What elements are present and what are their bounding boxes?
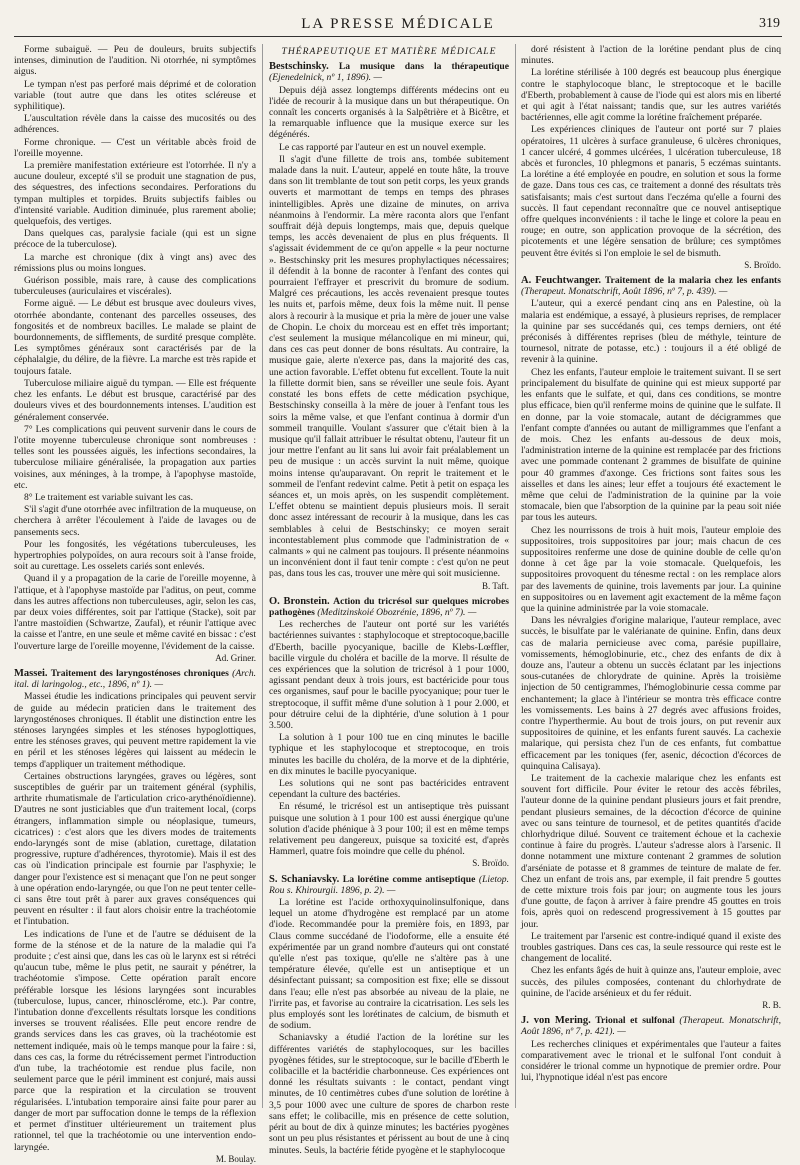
article-heading (269, 61, 509, 83)
paragraph: 7° Les complications qui peuvent survenir dans le cours de l'otite moyenne tuberculeuse chronique sont nombreuses : telles sont les poussées aiguës, les infections secondaires, la tuberculose miliaire généralisée, la propagation aux parties voisines, aux méninges, à la trompe, à l'apophyse mastoïde, etc. (14, 423, 256, 491)
paragraph: Schaniavsky a étudié l'action de la lorétine sur les différentes variétés de staphylocoques, sur les bacilles pyogènes fétides, sur le streptocoque, sur le bacille d'Eberth le colibacille et la bactéridie charbonneuse. Ces expériences ont donné les résultats suivants : le contact, pendant vingt minutes, de 10 centimètres cubes d'une solution de lorétine à 3,5 pour 1000 avec une culture de spores de charbon reste sans effet; le colibacille, mis en présence de cette solution, périt au bout de dix à quinze minutes; les bactéries pyogènes sont un peu plus résistantes et périssent au bout de une à cinq minutes. Seuls, la bactérie fétide pyogène et le staphylocoque (269, 1032, 509, 1156)
article-heading (269, 596, 509, 618)
article-title: Traitement des laryngosténoses chroniques (50, 667, 229, 679)
article-source: (Arch. ital. di laringolog., etc., 1896, nº 1). — (14, 667, 257, 691)
article-title: Trional et sulfonal (595, 1015, 675, 1027)
page-number: 319 (759, 16, 780, 31)
paragraph: Forme subaiguë. — Peu de douleurs, bruits subjectifs intenses, diminution de l'audition. Ni otorrhée, ni symptômes aigus. (14, 44, 256, 78)
article-source: (Meditzinskoié Obozrénie, 1896, nº 7). — (317, 606, 477, 618)
article-author: J. von Mering. (521, 1015, 591, 1027)
paragraph: La première manifestation extérieure est l'otorrhée. Il n'y a aucune douleur, excepté s'il se produit une stagnation de pus, des séquestres, des infections secondaires. Perforations du tympan multiples et torpides. Bruits subjectifs faibles ou d'intensité variable. Audition diminuée, plus rarement abolie; quelquefois, des vertiges. (14, 160, 256, 228)
paragraph: L'auscultation révèle dans la caisse des mucosités ou des adhérences. (14, 113, 256, 136)
paragraph: Le traitement de la cachexie malarique chez les enfants est souvent fort difficile. Pour éviter le retour des accès fébriles, l'auteur donne de la quinine pendant plusieurs jours et fait prendre, pendant plusieurs semaines, de la décoction d'écorce de quinine avec ou sans teinture de tournesol, et de petites quantités d'acide chlorhydrique dilué. Souvent ce traitement échoue et la cachexie continue à faire du progrès. L'auteur s'adresse alors à l'arsenic. Il donne notamment une mixture contenant 2 grammes de solution d'arséniate de potasse et 8 grammes de teinture de malate de fer. Chez un enfant de trois ans, par exemple, il fait prendre 5 gouttes de cette mixture trois fois par jour; on augmente tous les jours d'une goutte, de façon à arriver à faire prendre 45 gouttes en trois fois, après quoi on redescend progressivement à 15 gouttes par jour. (521, 773, 781, 930)
paragraph: Depuis déjà assez longtemps différents médecins ont eu l'idée de recourir à la musique dans un but thérapeutique. On connaît les concerts organisés à la Salpêtrière et à Bicêtre, et la remarquable influence que la musique exerce sur les dégénérés. (269, 84, 509, 141)
paragraph: La lorétine stérilisée à 100 degrés est beaucoup plus énergique contre le staphylocoque blanc, le streptocoque et le bacille d'Eberth, probablement à cause de l'iode qui est alors mis en liberté et qui agit à l'état naissant; tandis que, sur les autres variétés bactériennes, elle agit comme la lorétine fraîchement préparée. (521, 67, 781, 124)
paragraph: Chez les enfants âgés de huit à quinze ans, l'auteur emploie, avec succès, des pilules composées, contenant du chlorhydrate de quinine, de l'acide arsénieux et du fer réduit. (521, 965, 781, 999)
article-source: (Therapeut. Monatschrift, Août 1896, nº 7, p. 439). — (521, 286, 728, 298)
paragraph: Les recherches cliniques et expérimentales que l'auteur a faites comparativement avec le trional et le sulfonal l'ont conduit à considérer le trional comme un hypnotique de premier ordre. Pour lui, l'hypnotique idéal n'est pas encore (521, 1038, 781, 1084)
article-title: Traitement de la malaria chez les enfants (604, 275, 781, 287)
paragraph: S'il s'agit d'une otorrhée avec infiltration de la muqueuse, on cherchera à arrêter l'écoulement à l'aide de lavages ou de pansements secs. (14, 504, 256, 538)
article-source: (Ejenedelnick, nº 1, 1896). — (269, 72, 383, 84)
column-divider (262, 44, 263, 1108)
author-signature: R. B. (762, 1000, 781, 1011)
article-heading (521, 275, 781, 297)
paragraph: L'auteur, qui a exercé pendant cinq ans en Palestine, où la malaria est endémique, a essayé, à plusieurs reprises, de remplacer la quinine par ses succédanés qui, ces temps derniers, ont été préconisés à différentes reprises (bleu de méthyle, teinture de tournesol, nitrate de potasse, etc.) : toujours il a été obligé de revenir à la quinine. (521, 298, 781, 366)
article-heading (14, 668, 256, 690)
author-signature: S. Broïdo. (744, 259, 781, 270)
article-title: La lorétine comme antiseptique (342, 873, 476, 885)
paragraph: Le traitement par l'arsenic est contre-indiqué quand il existe des troubles gastriques. Dans ces cas, la seule ressource qui reste est le changement de localité. (521, 930, 781, 965)
paragraph: 8° Le traitement est variable suivant les cas. (24, 491, 194, 503)
author-signature: S. Broïdo. (472, 858, 509, 869)
article-source: (Therapeut. Monatschrift, Août 1896, nº 7, p. 421). — (521, 1015, 781, 1038)
author-signature: M. Boulay. (215, 1153, 256, 1164)
article-author: Bestschinsky. (269, 61, 329, 73)
article-author: Massei. (14, 667, 48, 679)
paragraph: Il s'agit d'une fillette de trois ans, tombée subitement malade dans la nuit. L'auteur, appelé en toute hâte, la trouve dans son lit tremblante de tout son petit corps, les yeux grands ouverts et marmottant de temps en temps des phrases inintelligibles. Après une dizaine de minutes, on arriva néanmoins à l'endormir. La mère raconta alors que l'enfant souffrait déjà depuis longtemps, mais que, depuis quelque temps, les accès devenaient de plus en plus fréquents. Il s'agissait évidemment de ce qu'on appelle « la peur nocturne ». Bestschinsky prit les mesures prophylactiques nécessaires; il défendit à la bonne de raconter à l'enfant des contes qui pourraient l'effrayer et prescrivit du bromure de sodium. Malgré ces précautions, les accès revenaient presque toutes les nuits et, parfois même, deux fois la même nuit. Il pense alors à recourir à la musique et pria la mère de jouer une valse de Chopin. Le choix du morceau est en effet très important; c'est seulement la musique mélancolique en mi mineur, qui, dans ces cas peut donner de bons résultats. Au contraire, la musique gaie, alerte n'exerce pas, dans la majorité des cas, une action favorable. L'effet obtenu fut excellent. Toute la nuit la fillette dormit bien, sans se réveiller une seule fois. Ayant constaté les bons effets de cette médication psychique, Bestschinsky conseilla à la mère de jouer à l'enfant tous les soirs la même valse, et que l'enfant continua à dormir d'un sommeil tranquille. Voulant s'assurer que c'était bien à la musique qu'il fallait attribuer le résultat obtenu, l'auteur fit un jour mettre l'enfant au lit sans lui avoir fait préalablement un peu de musique : un accès survint la nuit même, quoique moins intense qu'auparavant. On reprit le traitement et le sommeil de l'enfant redevint calme. Petit à petit on espaça les séances et, un mois après, on les suspendit complètement. L'effet obtenu se maintient depuis plusieurs mois. Il serait donc assez intéressant de recourir à la musique, dans les cas semblables à celui de Bestschinsky; ce moyen serait incontestablement plus commode que l'administration de « calmants » qui ne calment pas toujours. Il présente néanmoins un inconvénient dont il faut tenir compte : c'est qu'on ne peut pas, dans tous les cas, trouver une mère qui soit musicienne. (269, 153, 509, 580)
paragraph: En résumé, le tricrésol est un antiseptique très puissant puisque une solution à 1 pour 100 est aussi énergique qu'une solution d'acide phénique à 3 pour 100; il est en même temps relativement peu dangereux, puisque sa toxicité est, d'après Hammerl, quatre fois moindre que celle du phénol. (269, 801, 509, 858)
paragraph: Forme chronique. — C'est un véritable abcès froid de l'oreille moyenne. (14, 136, 256, 159)
article-author: O. Bronstein. (269, 595, 330, 607)
paragraph: Dans quelques cas, paralysie faciale (qui est un signe précoce de la tuberculose). (14, 228, 256, 251)
article-author: A. Feuchtwanger. (521, 275, 602, 287)
paragraph: Les solutions qui ne sont pas bactéricides entravent cependant la culture des bactéries. (269, 778, 509, 801)
paragraph: Les recherches de l'auteur ont porté sur les variétés bactériennes suivantes : staphylocoque et streptocoque,bacille d'Eberth, bacille pyocyanique, bacille de Klebs-Lœffler, bacille virgule du choléra et bacille de la morve. Il résulte de ces expériences que la solution de tricrésol à 1 pour 1000, agissant pendant deux à trois jours, est bactéricide pour tous ces organismes, sauf pour le bacille pyocyanique; pour tuer le streptocoque, il suffit même d'une solution à 1 pour 2.000, et pour détruire celui de la diphtérie, d'une solution à 1 pour 3.500. (269, 619, 509, 731)
paragraph: doré résistent à l'action de la lorétine pendant plus de cinq minutes. (521, 44, 781, 67)
paragraph: Quand il y a propagation de la carie de l'oreille moyenne, à l'attique, et à l'apophyse mastoïde par l'aditus, on peut, comme dans les autres affections non tuberculeuses, agir, selon les cas, par deux voies différentes, soit par l'attique (Stacke), soit par l'antre mastoïdien (Schwartze, Zaufal), et réunir l'attique avec la caisse et l'antre, en une seule et même cavité en bissac : c'est l'ouverture large de l'oreille moyenne, l'évidement de la caisse. (14, 573, 256, 652)
paragraph: Forme aiguë. — Le début est brusque avec douleurs vives, otorrhée abondante, contenant des parcelles osseuses, des fongosités et de nombreux bacilles. Le malade se plaint de bourdonnements, de sifflements, de surdité presque complète. Les symptômes généraux sont caractérisés par de la céphalalgie, du délire, de la fièvre. La marche est très rapide et toujours fatale. (14, 298, 256, 377)
paragraph: Le tympan n'est pas perforé mais déprimé et de coloration variable (tout autre que dans les otites scléreuse et syphilitique). (14, 78, 256, 113)
article-source: (Lietop. Rou s. Khirourgii. 1896, p. 2). — (269, 873, 509, 896)
paragraph: Les indications de l'une et de l'autre se déduisent de la forme de la sténose et de la nature de la maladie qui l'a produite ; c'est ainsi que, dans les cas où le larynx est si rétréci qu'aucun tube, même le plus petit, ne saurait y pénétrer, la trachéotomie s'impose. Cette opération paraît encore préférable lorsque les lésions laryngées sont incurables (tuberculose, lupus, cancer, rhinosclérome, etc.). Par contre, l'intubation donne d'excellents résultats lorsque les conditions inverses se trouvent réalisées. Elle peut encore rendre de grands services dans les cas graves, où la trachéotomie est nettement indiquée, mais où le temps manque pour la faire : si, dans ces cas, la forme du rétrécissement permet l'introduction d'un tube, la trachéotomie est rendue plus facile, non seulement parce que le péril imminent est conjuré, mais aussi parce que la respiration et la circulation se trouvent régularisées. L'intubation temporaire ainsi faite pour parer au danger de mort par suffocation donne le temps de la réflexion et permet d'instituer ultérieurement un traitement plus rationnel, tel que la trachéotomie ou une intervention endo-laryngée. (14, 928, 256, 1153)
article-title: Action du tricrésol sur quelques microbes pathogènes (269, 595, 510, 618)
column-divider (515, 44, 516, 1108)
article-title: La musique dans la thérapeutique (338, 61, 510, 73)
journal-title: LA PRESSE MÉDICALE (301, 16, 495, 32)
paragraph: Guérison possible, mais rare, à cause des complications tuberculeuses (auriculaires et viscérales). (14, 275, 256, 298)
paragraph: Dans les névralgies d'origine malarique, l'auteur remplace, avec succès, le bisulfate par le valérianate de quinine. Enfin, dans deux cas de malaria pernicieuse avec coma, parésie pupillaire, vomissements, hémoglobinurie, etc., chez des enfants de dix à douze ans, l'auteur a obtenu un succès éclatant par les injections sous-cutanées de chlorydrate de quinine. Après la troisième injection de 50 centigrammes, l'hémoglobinurie cessa comme par enchantement; la glace à l'intérieur se montra très efficace contre les vomissements. Les bains à 27 degrés avec affusions froides, contre l'hyperthermie. Au bout de trois jours, on put revenir aux suppositoires de quinine, et les enfants furent sauvés. La cachexie malarique, qui persista chez l'un de ces enfants, fut combattue efficacement par les toniques (fer, asenic, décoction d'écorces de quinquina Calisaya). (521, 615, 781, 772)
paragraph: Certaines obstructions laryngées, graves ou légères, sont susceptibles de guérir par un traitement général (syphilis, arthrite rhumatismale de l'articulation crico-arythénoïdienne). D'autres ne sont justiciables que d'un traitement local, (corps étrangers, inflammation simple ou néoplasique, tumeurs, cicatrices) : c'est alors que les divers modes de traitements endo-laryngés sont de mise (ablation, curettage, dilatation progressive, rupture d'adhérences, thyrotomie). Mais il est des cas où l'indication principale est fournie par l'asphyxie; le danger pour l'existence est si menaçant que l'on ne peut songer à une opération endo-laryngée, ou que l'on ne peut tenter celle-ci sans être tout prêt à parer aux graves conséquences qui peuvent en résulter : il faut alors choisir entre la trachéotomie et l'intubation. (14, 770, 256, 928)
author-signature: Ad. Griner. (215, 652, 256, 663)
article-heading (521, 1015, 781, 1037)
article-heading (269, 874, 509, 896)
article-author: S. Schaniavsky. (269, 873, 340, 885)
paragraph: Pour les fongosités, les végétations tuberculeuses, les hypertrophies polypoïdes, on aura recours soit à l'anse froide, soit au curettage. Les osselets cariés sont enlevés. (14, 538, 256, 573)
page-header (14, 10, 782, 37)
section-title: THÉRAPEUTIQUE ET MATIÈRE MÉDICALE (281, 46, 497, 57)
column-right (521, 44, 781, 1112)
paragraph: Chez les enfants, l'auteur emploie le traitement suivant. Il se sert principalement du bisulfate de quinine qui est mieux supporté par les enfants que le sulfate, et qui, dans ces conditions, se montre plus efficace, bien qu'il renferme moins de quinine que le sulfate. Il en donne, par la voie stomacale, autant de décigrammes que l'enfant compte d'années ou autant de milligrammes que l'enfant a de mois. Chez les enfants au-dessous de deux mois, l'administration interne de la quinine est remplacée par des frictions avec une pommade contenant 2 grammes de bisulfate de quinine pour 40 grammes d'axonge. Ces frictions sont faites sous les aisselles et dans les aines; leur effet a toujours été exactement le même que celui de l'administration de la quinine par la voie stomacale, bien que l'absorption de la quinine par la peau soit niée par tous les auteurs. (521, 366, 781, 524)
paragraph: Le cas rapporté par l'auteur en est un nouvel exemple. (279, 141, 486, 153)
paragraph: La solution à 1 pour 100 tue en cinq minutes le bacille typhique et les staphylocoque et streptocoque, en trois minutes les bacille du choléra, de la morve et de la diphtérie, en dix minutes le bacille pyocyanique. (269, 732, 509, 777)
paragraph: La marche est chronique (dix à vingt ans) avec des rémissions plus ou moins longues. (14, 251, 256, 274)
paragraph: Les expériences cliniques de l'auteur ont porté sur 7 plaies opératoires, 11 ulcères à surface granuleuse, 6 ulcères chroniques, 1 cancer ulcéré, 4 gommes ulcérées, 1 ulcération tuberculeuse, 18 abcès et furoncles, 10 phlegmons et panaris, 5 eczémas suintants. La lorétine a été employée en poudre, en solution et sous la forme de gaze. Dans tous ces cas, ce traitement a donné des résultats très satisfaisants; mais c'est surtout dans l'eczéma qu'elle a fourni des succès. Il faut cependant reconnaître que ce nouvel antiseptique offre quelques inconvénients : il tache le linge et colore la peau en rouge; en outre, son application provoque de la sécrétion, des picotements et une légère sensation de brûlure; ces symptômes peuvent être évités si l'on emploie le sel de bismuth. (521, 124, 781, 259)
paragraph: La lorétine est l'acide orthoxyquinolinsulfonique, dans lequel un atome d'hydrogène est remplacé par un atome d'iode. Recommandée pour la première fois, en 1893, par Claus comme succédané de l'iodoforme, elle a ensuite été expérimentée par un grand nombre d'auteurs qui ont constaté qu'elle n'est pas toxique, qu'elle ne s'altère pas à une température élevée, qu'elle est un antiseptique et un désinfectant puissant; sa composition est fixe; elle se dissout dans l'eau; elle n'est pas absorbée au niveau de la plaie, ne l'irrite pas, et favorise au contraire la cicatrisation. Les sels les plus employés sont les lorétinates de calcium, de bismuth et de sodium. (269, 897, 509, 1032)
paragraph: Chez les nourrissons de trois à huit mois, l'auteur emploie des suppositoires, trois suppositoires par jour; mais chacun de ces suppositoires renferme une dose de quinine double de celle qu'on donne à cet âge par la voie stomacale. Quelquefois, les suppositoires provoquent du ténesme rectal : on les remplace alors par des lavements de quinine, trois lavements par jour. La quinine en suppositoires ou en lavement agit exactement de la même façon que la quinine administrée par la voie stomacale. (521, 524, 781, 614)
paragraph: Massei étudie les indications principales qui peuvent servir de guide au médecin praticien dans le traitement des laryngosténoses chroniques. Il établit une distinction entre les sténoses laryngées simples et les sténoses hypoglottiques, entre les sténoses graves, qui peuvent mettre rapidement la vie en péril et les sténoses légères qui laissent au médecin le temps d'appliquer un traitement méthodique. (14, 691, 256, 770)
column-left (14, 44, 257, 1164)
author-signature: B. Taft. (482, 580, 509, 591)
paragraph: Tuberculose miliaire aiguë du tympan. — Elle est fréquente chez les enfants. Le début est brusque, caractérisé par des douleurs vives et des bourdonnements intenses. L'audition est généralement conservée. (14, 377, 256, 423)
column-middle (269, 44, 510, 1156)
